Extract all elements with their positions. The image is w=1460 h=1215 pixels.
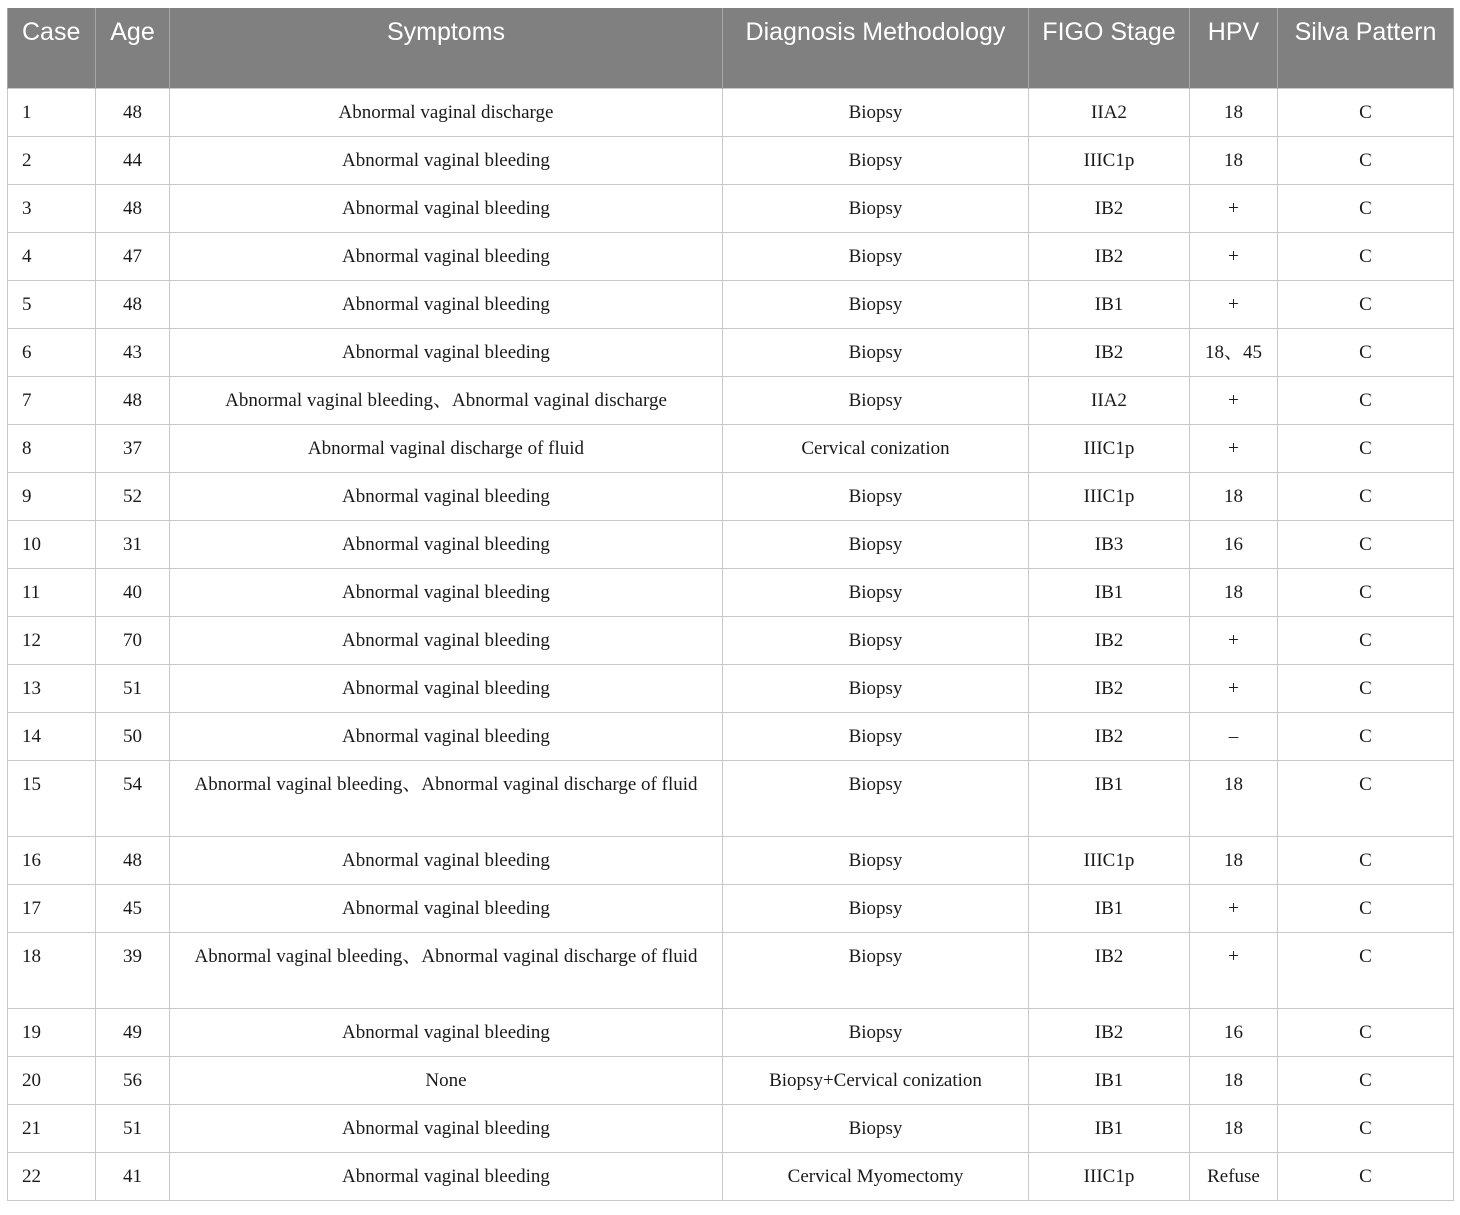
cell-age: 49 <box>96 1008 170 1056</box>
cell-case: 15 <box>8 760 96 836</box>
table-row <box>8 280 1454 328</box>
table-row <box>8 328 1454 376</box>
table-row <box>8 472 1454 520</box>
cell-figo-stage: IIIC1p <box>1029 1152 1190 1200</box>
cell-case: 16 <box>8 836 96 884</box>
cell-case: 14 <box>8 712 96 760</box>
cell-figo-stage: IIIC1p <box>1029 136 1190 184</box>
cell-diagnosis-methodology: Biopsy <box>723 328 1029 376</box>
cell-hpv: 16 <box>1190 520 1278 568</box>
cell-symptoms: Abnormal vaginal bleeding <box>170 1008 723 1056</box>
table-row <box>8 616 1454 664</box>
cell-symptoms: Abnormal vaginal bleeding <box>170 616 723 664</box>
cell-figo-stage: IB1 <box>1029 1056 1190 1104</box>
cell-case: 9 <box>8 472 96 520</box>
cell-hpv: + <box>1190 424 1278 472</box>
cell-silva-pattern: C <box>1278 760 1454 836</box>
cell-symptoms: Abnormal vaginal bleeding <box>170 1152 723 1200</box>
table-row <box>8 884 1454 932</box>
cell-silva-pattern: C <box>1278 932 1454 1008</box>
cell-hpv: 16 <box>1190 1008 1278 1056</box>
cell-age: 40 <box>96 568 170 616</box>
table-row <box>8 1056 1454 1104</box>
cell-figo-stage: IB2 <box>1029 616 1190 664</box>
cell-case: 1 <box>8 88 96 136</box>
table-row <box>8 88 1454 136</box>
cell-symptoms: Abnormal vaginal discharge <box>170 88 723 136</box>
table-row <box>8 712 1454 760</box>
cell-diagnosis-methodology: Biopsy <box>723 232 1029 280</box>
cell-age: 47 <box>96 232 170 280</box>
cell-hpv: 18 <box>1190 836 1278 884</box>
cell-age: 48 <box>96 836 170 884</box>
cell-case: 11 <box>8 568 96 616</box>
cell-symptoms: Abnormal vaginal bleeding <box>170 664 723 712</box>
cell-diagnosis-methodology: Biopsy <box>723 616 1029 664</box>
cell-age: 54 <box>96 760 170 836</box>
table-row <box>8 136 1454 184</box>
cell-symptoms: Abnormal vaginal discharge of fluid <box>170 424 723 472</box>
cell-silva-pattern: C <box>1278 1056 1454 1104</box>
cell-diagnosis-methodology: Biopsy <box>723 664 1029 712</box>
cell-case: 17 <box>8 884 96 932</box>
cell-symptoms: Abnormal vaginal bleeding <box>170 568 723 616</box>
cell-symptoms: Abnormal vaginal bleeding <box>170 520 723 568</box>
cell-figo-stage: IIIC1p <box>1029 424 1190 472</box>
cell-case: 8 <box>8 424 96 472</box>
cell-diagnosis-methodology: Biopsy <box>723 836 1029 884</box>
cell-case: 20 <box>8 1056 96 1104</box>
cell-hpv: Refuse <box>1190 1152 1278 1200</box>
table-row <box>8 836 1454 884</box>
cell-silva-pattern: C <box>1278 424 1454 472</box>
cell-case: 21 <box>8 1104 96 1152</box>
cell-case: 10 <box>8 520 96 568</box>
cell-hpv: + <box>1190 616 1278 664</box>
cell-symptoms: Abnormal vaginal bleeding <box>170 712 723 760</box>
cell-age: 31 <box>96 520 170 568</box>
cell-hpv: + <box>1190 232 1278 280</box>
cell-symptoms: Abnormal vaginal bleeding <box>170 280 723 328</box>
table-row <box>8 1008 1454 1056</box>
header-age: Age <box>96 8 170 88</box>
cell-symptoms: Abnormal vaginal bleeding <box>170 884 723 932</box>
cell-age: 48 <box>96 88 170 136</box>
cell-diagnosis-methodology: Biopsy <box>723 472 1029 520</box>
header-silva-pattern: Silva Pattern <box>1278 8 1454 88</box>
cell-symptoms: Abnormal vaginal bleeding <box>170 1104 723 1152</box>
cell-age: 50 <box>96 712 170 760</box>
cell-diagnosis-methodology: Biopsy <box>723 520 1029 568</box>
table-body <box>8 88 1454 1200</box>
cell-silva-pattern: C <box>1278 568 1454 616</box>
cell-diagnosis-methodology: Biopsy <box>723 1008 1029 1056</box>
cell-figo-stage: IB2 <box>1029 932 1190 1008</box>
cell-figo-stage: IB1 <box>1029 884 1190 932</box>
cell-silva-pattern: C <box>1278 616 1454 664</box>
cell-age: 51 <box>96 664 170 712</box>
header-case: Case <box>8 8 96 88</box>
table-row <box>8 932 1454 1008</box>
cell-age: 39 <box>96 932 170 1008</box>
cell-age: 48 <box>96 280 170 328</box>
cell-silva-pattern: C <box>1278 664 1454 712</box>
case-table <box>7 8 1454 1201</box>
header-symptoms: Symptoms <box>170 8 723 88</box>
cell-diagnosis-methodology: Biopsy <box>723 280 1029 328</box>
cell-diagnosis-methodology: Biopsy <box>723 712 1029 760</box>
cell-hpv: 18、45 <box>1190 328 1278 376</box>
cell-hpv: – <box>1190 712 1278 760</box>
cell-silva-pattern: C <box>1278 88 1454 136</box>
cell-silva-pattern: C <box>1278 1104 1454 1152</box>
cell-figo-stage: IIA2 <box>1029 88 1190 136</box>
cell-figo-stage: IB2 <box>1029 328 1190 376</box>
cell-case: 3 <box>8 184 96 232</box>
cell-symptoms: Abnormal vaginal bleeding <box>170 472 723 520</box>
cell-age: 48 <box>96 376 170 424</box>
cell-case: 6 <box>8 328 96 376</box>
table-row <box>8 760 1454 836</box>
cell-silva-pattern: C <box>1278 280 1454 328</box>
cell-hpv: + <box>1190 376 1278 424</box>
cell-silva-pattern: C <box>1278 1008 1454 1056</box>
cell-figo-stage: IIIC1p <box>1029 472 1190 520</box>
cell-symptoms: Abnormal vaginal bleeding <box>170 328 723 376</box>
cell-age: 48 <box>96 184 170 232</box>
cell-silva-pattern: C <box>1278 232 1454 280</box>
header-figo-stage: FIGO Stage <box>1029 8 1190 88</box>
cell-figo-stage: IB2 <box>1029 184 1190 232</box>
table-row <box>8 568 1454 616</box>
cell-symptoms: Abnormal vaginal bleeding <box>170 184 723 232</box>
cell-age: 37 <box>96 424 170 472</box>
cell-symptoms: Abnormal vaginal bleeding <box>170 232 723 280</box>
table-row <box>8 1104 1454 1152</box>
cell-case: 12 <box>8 616 96 664</box>
cell-diagnosis-methodology: Biopsy <box>723 760 1029 836</box>
cell-hpv: 18 <box>1190 568 1278 616</box>
cell-symptoms: Abnormal vaginal bleeding、Abnormal vaginal discharge of fluid <box>170 932 723 1008</box>
cell-diagnosis-methodology: Biopsy <box>723 568 1029 616</box>
cell-figo-stage: IIA2 <box>1029 376 1190 424</box>
cell-case: 22 <box>8 1152 96 1200</box>
cell-symptoms: Abnormal vaginal bleeding <box>170 136 723 184</box>
cell-age: 41 <box>96 1152 170 1200</box>
cell-figo-stage: IIIC1p <box>1029 836 1190 884</box>
cell-hpv: 18 <box>1190 1056 1278 1104</box>
cell-hpv: + <box>1190 664 1278 712</box>
cell-hpv: + <box>1190 184 1278 232</box>
cell-symptoms: Abnormal vaginal bleeding、Abnormal vaginal discharge <box>170 376 723 424</box>
cell-symptoms: Abnormal vaginal bleeding <box>170 836 723 884</box>
cell-diagnosis-methodology: Biopsy <box>723 376 1029 424</box>
table-row <box>8 232 1454 280</box>
cell-case: 4 <box>8 232 96 280</box>
cell-age: 43 <box>96 328 170 376</box>
table-row <box>8 520 1454 568</box>
table-row <box>8 424 1454 472</box>
header-diagnosis-methodology: Diagnosis Methodology <box>723 8 1029 88</box>
cell-figo-stage: IB1 <box>1029 1104 1190 1152</box>
table-row <box>8 376 1454 424</box>
cell-figo-stage: IB1 <box>1029 568 1190 616</box>
cell-figo-stage: IB1 <box>1029 760 1190 836</box>
cell-age: 56 <box>96 1056 170 1104</box>
cell-age: 70 <box>96 616 170 664</box>
cell-diagnosis-methodology: Biopsy <box>723 184 1029 232</box>
cell-diagnosis-methodology: Biopsy <box>723 884 1029 932</box>
cell-symptoms: None <box>170 1056 723 1104</box>
cell-diagnosis-methodology: Biopsy <box>723 88 1029 136</box>
table-header-row <box>8 8 1454 88</box>
cell-silva-pattern: C <box>1278 884 1454 932</box>
cell-diagnosis-methodology: Biopsy <box>723 1104 1029 1152</box>
cell-diagnosis-methodology: Biopsy <box>723 136 1029 184</box>
cell-silva-pattern: C <box>1278 376 1454 424</box>
table-row <box>8 1152 1454 1200</box>
cell-silva-pattern: C <box>1278 712 1454 760</box>
cell-case: 19 <box>8 1008 96 1056</box>
cell-case: 18 <box>8 932 96 1008</box>
cell-age: 51 <box>96 1104 170 1152</box>
cell-hpv: 18 <box>1190 88 1278 136</box>
cell-hpv: 18 <box>1190 1104 1278 1152</box>
cell-figo-stage: IB1 <box>1029 280 1190 328</box>
table-row <box>8 664 1454 712</box>
cell-figo-stage: IB3 <box>1029 520 1190 568</box>
header-hpv: HPV <box>1190 8 1278 88</box>
cell-figo-stage: IB2 <box>1029 1008 1190 1056</box>
cell-silva-pattern: C <box>1278 136 1454 184</box>
cell-case: 7 <box>8 376 96 424</box>
cell-silva-pattern: C <box>1278 520 1454 568</box>
cell-silva-pattern: C <box>1278 836 1454 884</box>
cell-age: 45 <box>96 884 170 932</box>
cell-age: 52 <box>96 472 170 520</box>
cell-hpv: 18 <box>1190 472 1278 520</box>
cell-silva-pattern: C <box>1278 328 1454 376</box>
cell-diagnosis-methodology: Biopsy <box>723 932 1029 1008</box>
cell-age: 44 <box>96 136 170 184</box>
cell-hpv: + <box>1190 932 1278 1008</box>
cell-figo-stage: IB2 <box>1029 664 1190 712</box>
cell-silva-pattern: C <box>1278 184 1454 232</box>
cell-figo-stage: IB2 <box>1029 712 1190 760</box>
cell-case: 5 <box>8 280 96 328</box>
cell-symptoms: Abnormal vaginal bleeding、Abnormal vaginal discharge of fluid <box>170 760 723 836</box>
cell-figo-stage: IB2 <box>1029 232 1190 280</box>
cell-diagnosis-methodology: Biopsy+Cervical conization <box>723 1056 1029 1104</box>
cell-silva-pattern: C <box>1278 1152 1454 1200</box>
cell-case: 13 <box>8 664 96 712</box>
cell-diagnosis-methodology: Cervical conization <box>723 424 1029 472</box>
cell-hpv: 18 <box>1190 760 1278 836</box>
cell-diagnosis-methodology: Cervical Myomectomy <box>723 1152 1029 1200</box>
cell-hpv: + <box>1190 280 1278 328</box>
cell-hpv: 18 <box>1190 136 1278 184</box>
cell-case: 2 <box>8 136 96 184</box>
cell-hpv: + <box>1190 884 1278 932</box>
cell-silva-pattern: C <box>1278 472 1454 520</box>
table-row <box>8 184 1454 232</box>
